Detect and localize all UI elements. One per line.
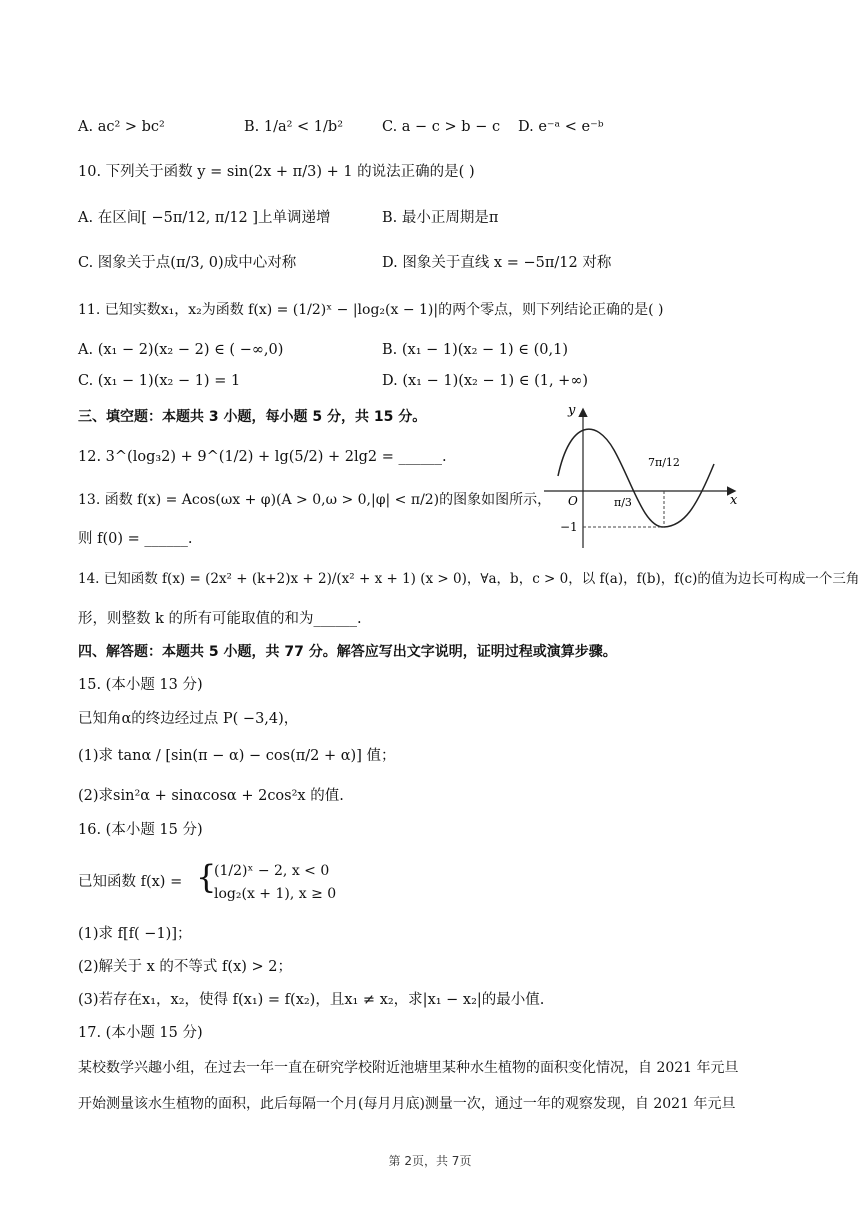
q9-option-a: A. ac² > bc² <box>78 119 165 135</box>
q9-option-b: B. 1/a² < 1/b² <box>244 119 344 135</box>
tick-neg-1: −1 <box>560 520 578 534</box>
section-4-heading: 四、解答题：本题共 5 小题，共 77 分。解答应写出文字说明，证明过程或演算步骤。 <box>78 644 617 660</box>
q15-line2: (1)求 tanα / [sin(π − α) − cos(π/2 + α)] 值； <box>78 748 396 764</box>
q15-header: 15. (本小题 13 分) <box>78 677 203 693</box>
q10-option-b: B. 最小正周期是π <box>382 210 499 226</box>
cosine-graph <box>536 400 746 550</box>
q16-intro: 已知函数 f(x) = <box>78 874 183 890</box>
cosine-curve <box>558 429 714 527</box>
q9-option-d: D. e⁻ᵃ < e⁻ᵇ <box>518 119 604 135</box>
page-footer: 第 2页，共 7页 <box>388 1154 472 1168</box>
q17-line2: 开始测量该水生植物的面积，此后每隔一个月(每月月底)测量一次，通过一年的观察发现，自 2021 年元旦 <box>78 1096 736 1112</box>
tick-7pi-over-12: 7π/12 <box>648 456 680 469</box>
y-axis-label: y <box>568 403 576 418</box>
q12-text: 12. 3^(log₃2) + 9^(1/2) + lg(5/2) + 2lg2 = ______. <box>78 449 447 465</box>
q14-line2: 形，则整数 k 的所有可能取值的和为______. <box>78 611 362 627</box>
section-3-heading: 三、填空题：本题共 3 小题，每小题 5 分，共 15 分。 <box>78 409 427 425</box>
q11-option-c: C. (x₁ − 1)(x₂ − 1) = 1 <box>78 373 241 389</box>
q10-option-d: D. 图象关于直线 x = −5π/12 对称 <box>382 255 612 271</box>
q10-stem: 10. 下列关于函数 y = sin(2x + π/3) + 1 的说法正确的是( ) <box>78 164 475 180</box>
q13-line2: 则 f(0) = ______. <box>78 531 193 547</box>
q15-line3: (2)求sin²α + sinαcosα + 2cos²x 的值. <box>78 788 344 804</box>
x-axis-label: x <box>730 493 738 508</box>
q16-brace: { <box>196 858 217 896</box>
q11-option-a: A. (x₁ − 2)(x₂ − 2) ∈ ( −∞,0) <box>78 342 284 358</box>
q11-option-b: B. (x₁ − 1)(x₂ − 1) ∈ (0,1) <box>382 342 568 358</box>
q16-header: 16. (本小题 15 分) <box>78 822 203 838</box>
q17-line1: 某校数学兴趣小组，在过去一年一直在研究学校附近池塘里某种水生植物的面积变化情况，自 2021 年元旦 <box>78 1060 739 1076</box>
q16-part3: (3)若存在x₁，x₂，使得 f(x₁) = f(x₂)，且x₁ ≠ x₂，求|x₁ − x₂|的最小值. <box>78 992 545 1008</box>
q14-line1: 14. 已知函数 f(x) = (2x² + (k+2)x + 2)/(x² + x + 1) (x > 0)，∀a，b，c > 0，以 f(a)，f(b)，f(c)的值为边长可构成一个三角 <box>78 571 860 587</box>
q11-option-d: D. (x₁ − 1)(x₂ − 1) ∈ (1, +∞) <box>382 373 589 389</box>
q16-case1: (1/2)ˣ − 2, x < 0 <box>214 863 330 879</box>
q9-option-c: C. a − c > b − c <box>382 119 501 135</box>
q10-option-a: A. 在区间[ −5π/12, π/12 ]上单调递增 <box>78 210 331 226</box>
q15-line1: 已知角α的终边经过点 P( −3,4)， <box>78 711 299 727</box>
origin-label: O <box>568 494 578 508</box>
q17-header: 17. (本小题 15 分) <box>78 1025 203 1041</box>
tick-pi-over-3: π/3 <box>614 496 632 509</box>
q10-option-c: C. 图象关于点(π/3, 0)成中心对称 <box>78 255 297 271</box>
q13-line1: 13. 函数 f(x) = Acos(ωx + φ)(A > 0,ω > 0,|φ| < π/2)的图象如图所示， <box>78 492 552 508</box>
q16-part2: (2)解关于 x 的不等式 f(x) > 2； <box>78 959 292 975</box>
q16-case2: log₂(x + 1), x ≥ 0 <box>214 886 337 902</box>
q16-part1: (1)求 f[f( −1)]； <box>78 926 192 942</box>
q11-stem: 11. 已知实数x₁，x₂为函数 f(x) = (1/2)ˣ − |log₂(x − 1)|的两个零点，则下列结论正确的是( ) <box>78 302 664 318</box>
